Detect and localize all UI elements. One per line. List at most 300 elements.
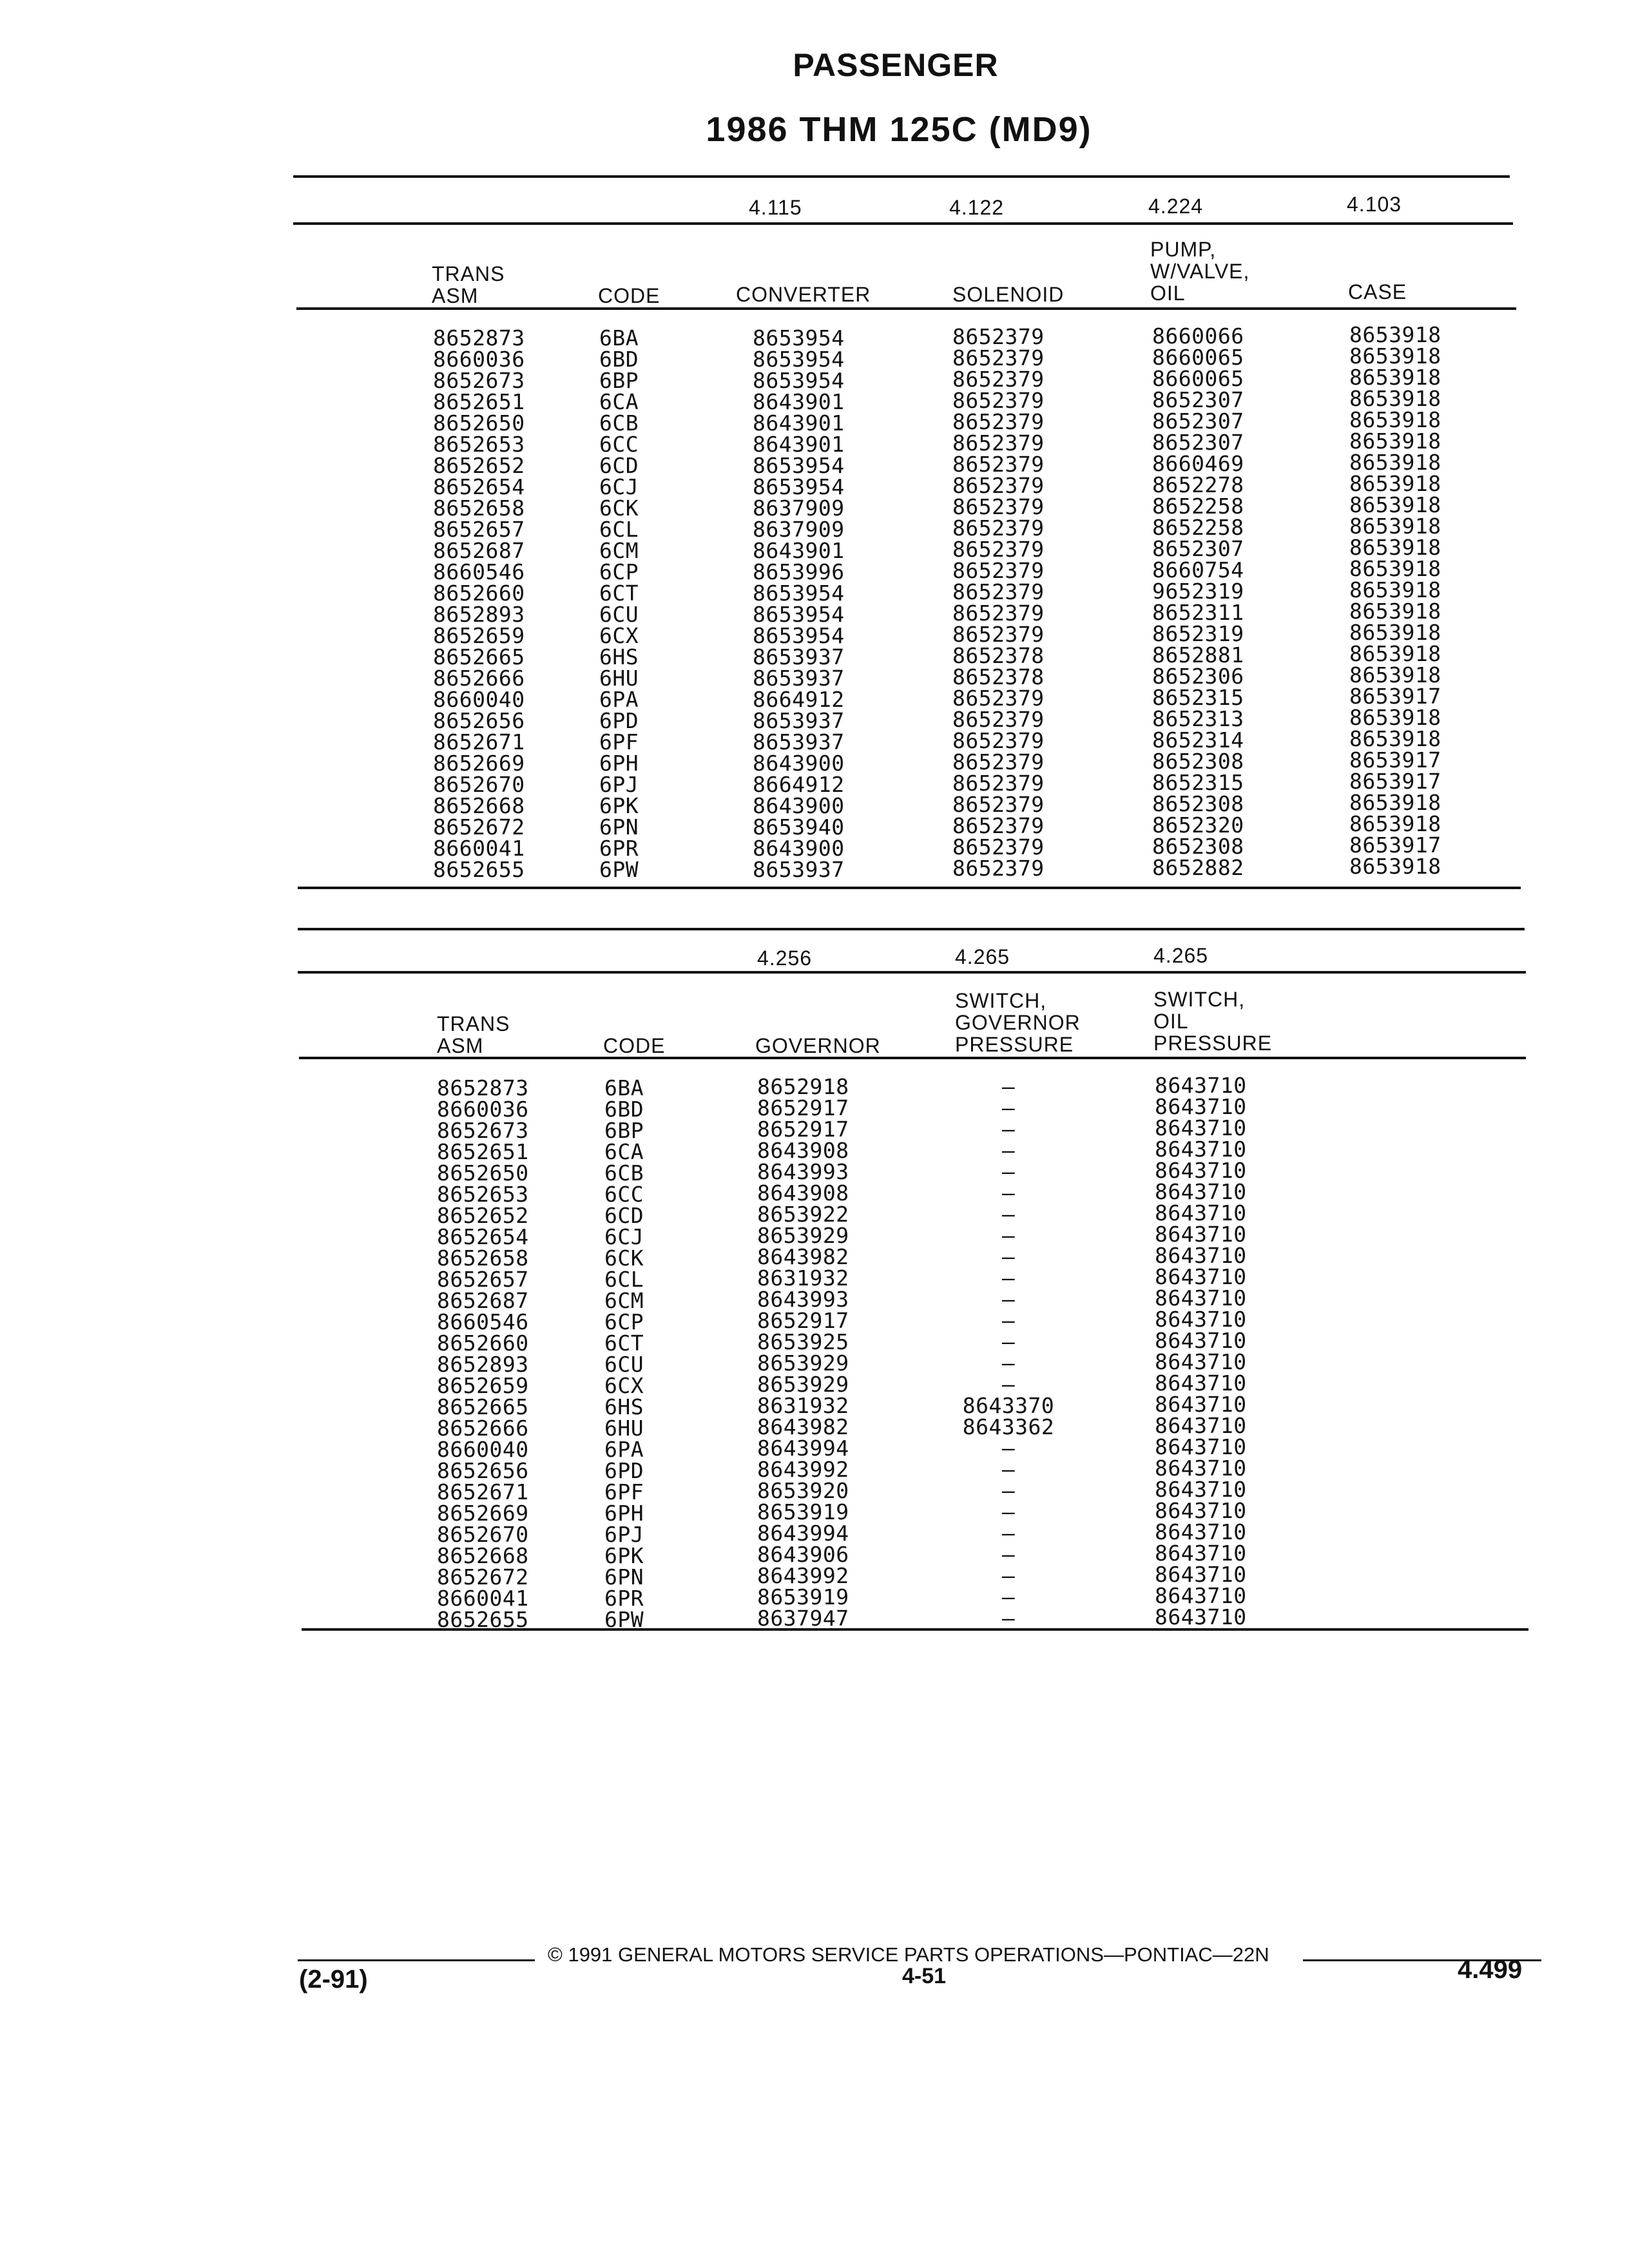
table1-top-rule [293,175,1510,178]
header-text: SOLENOID [952,283,1065,306]
table-cell: 8653918 [1349,386,1441,411]
table-cell: 8637909 [753,495,845,521]
table2-header-oil-switch [1153,988,1272,1054]
table-cell: 6CB [604,1160,644,1186]
table-cell: – [1001,1329,1016,1354]
table1-header-pump [1150,238,1249,304]
table-cell: 8652669 [433,751,525,776]
table-cell: 8653937 [753,857,845,882]
table-cell: 8652655 [433,857,525,882]
table-cell: 8652320 [1152,812,1244,838]
header-text: OIL [1150,282,1186,305]
table-cell: 8643710 [1155,1285,1247,1311]
table-cell: 8653918 [1349,811,1441,836]
table-cell: 8652379 [952,686,1045,711]
table-cell: – [1001,1202,1016,1227]
table-cell: 8643993 [757,1159,849,1184]
header-text: CASE [1348,280,1407,303]
table2-header-rule [299,1057,1526,1059]
table-cell: 8652379 [952,792,1045,817]
table-cell: 8652660 [437,1331,529,1356]
table-cell: 6CP [604,1309,644,1334]
table-cell: 8652670 [437,1522,529,1547]
table1-header-trans-asm [432,263,505,307]
table1-header-case [1348,281,1407,303]
table-cell: 6PF [599,729,639,754]
table-cell: 8643710 [1155,1307,1247,1332]
table-cell: 8652378 [952,643,1045,668]
table-cell: 8652660 [433,581,525,606]
table-cell: – [1001,1372,1016,1397]
table-cell: 8653918 [1349,662,1441,687]
table-cell: 8653954 [753,623,845,648]
table-cell: 8653937 [753,666,845,691]
table1-bottom-rule [298,887,1521,889]
table-cell: 8653920 [757,1478,849,1503]
table-cell: 8643710 [1155,1498,1247,1523]
table-cell: 8652307 [1152,536,1244,561]
table-cell: 8660041 [433,836,525,861]
header-text: PUMP, [1150,238,1217,261]
table-cell: 8653919 [757,1584,849,1610]
table-cell: 8643710 [1155,1477,1247,1502]
table-cell: 8643908 [757,1138,849,1163]
table-cell: – [1001,1138,1016,1163]
table-cell: 8652307 [1152,387,1244,412]
table-cell: 8643370 [962,1393,1055,1418]
table-cell: 8653929 [757,1372,849,1397]
table-cell: 8652379 [952,345,1045,370]
table-cell: 8631932 [757,1265,849,1291]
table-cell: 8653918 [1349,365,1441,390]
table-cell: – [1001,1499,1016,1524]
table-cell: 8653918 [1349,705,1441,730]
table-cell: 8643710 [1155,1158,1247,1183]
table-cell: 8652379 [952,409,1045,434]
table-cell: 8652379 [952,473,1045,498]
table-cell: 8643710 [1155,1392,1247,1417]
table-cell: 8653917 [1349,747,1441,773]
table-cell: 8643710 [1155,1519,1247,1544]
table-cell: 8652666 [437,1416,529,1441]
table-cell: 8643710 [1155,1413,1247,1438]
header-text: ASM [432,284,479,307]
table-cell: 8653918 [1349,620,1441,645]
table-cell: 8652308 [1152,749,1244,774]
table-cell: 6CC [599,432,639,457]
table-cell: 8653937 [753,729,845,754]
table1-ref-3: 4.224 [1148,195,1204,218]
table-cell: – [1001,1521,1016,1546]
table-cell: 8652881 [1152,642,1244,668]
table-cell: 8653937 [753,708,845,733]
table-cell: 8653954 [753,602,845,627]
table-cell: 8660065 [1152,345,1244,370]
table1-col-pump [1152,325,1244,878]
table-cell: 8652665 [433,644,525,669]
table-cell: 8652307 [1152,408,1244,434]
table2-bottom-rule [302,1628,1528,1631]
table-cell: 8652315 [1152,685,1244,710]
table-cell: 8660036 [433,347,525,372]
table1-ref-2: 4.122 [949,196,1005,219]
table-cell: 8652653 [437,1182,529,1207]
table-cell: 8653954 [753,453,845,478]
table-cell: 6CA [604,1139,644,1164]
table-cell: 6CL [604,1267,644,1292]
table-cell: 8643710 [1155,1243,1247,1268]
table-cell: 8652278 [1152,472,1244,497]
table-cell: – [1001,1117,1016,1142]
table-cell: 8652308 [1152,834,1244,859]
table-cell: 8652671 [437,1479,529,1504]
table-cell: 8652873 [437,1075,529,1100]
table-cell: 8652893 [437,1352,529,1377]
table2-ref-1: 4.256 [757,947,813,970]
table-cell: 8643982 [757,1244,849,1269]
table-cell: 8652672 [437,1564,529,1590]
table-cell: 8653917 [1349,832,1441,858]
table-cell: 8652379 [952,707,1045,732]
table-cell: 6CL [599,517,639,542]
table-cell: 8653918 [1349,428,1441,454]
table1-col-solenoid [952,326,1045,879]
table-cell: 6PN [599,814,639,840]
table-cell: 8652314 [1152,727,1244,753]
table-cell: 8653954 [753,368,845,393]
table-cell: 6CX [604,1373,644,1398]
table-cell: 8660040 [437,1437,529,1462]
table-cell: 8652651 [433,389,525,414]
header-text: CONVERTER [736,283,871,306]
table-cell: 6PJ [599,772,639,797]
header-text: CODE [598,284,660,307]
table-cell: 8652379 [952,771,1045,796]
table-cell: 8660546 [433,559,525,584]
table-cell: 8652379 [952,601,1045,626]
table-cell: 6BA [599,325,639,351]
table-cell: 8660036 [437,1097,529,1122]
table-cell: 8660066 [1152,323,1244,349]
table-cell: 6CU [604,1352,644,1377]
table-cell: 8664912 [753,772,845,797]
table-cell: 6BA [604,1075,644,1100]
table-cell: 8652657 [437,1267,529,1292]
table-cell: 8653918 [1349,556,1441,581]
table-cell: 6CP [599,559,639,584]
table-cell: 8643982 [757,1414,849,1439]
footer-page-center: 4-51 [902,1964,947,1988]
table-cell: – [1001,1563,1016,1588]
table-cell: 8643710 [1155,1562,1247,1587]
table-cell: 8652650 [437,1160,529,1186]
table-cell: 6HS [599,644,639,669]
table-cell: 8653918 [1349,641,1441,666]
table-cell: 8637947 [757,1606,849,1631]
table2-col-code [604,1077,644,1630]
table-cell: 6CJ [599,474,639,499]
table-cell: 8653918 [1349,407,1441,432]
table-cell: 8652379 [952,324,1045,349]
table-cell: – [1001,1159,1016,1184]
table-cell: 8652379 [952,856,1045,881]
table-cell: – [1001,1478,1016,1503]
table-cell: 8652379 [952,537,1045,562]
table-cell: 8652379 [952,515,1045,541]
table-cell: 6PH [599,751,639,776]
table-cell: 8653918 [1349,343,1441,369]
table-cell: 8653925 [757,1329,849,1354]
table-cell: 8653919 [757,1499,849,1524]
table-cell: 8653918 [1349,577,1441,602]
table-cell: 6PD [599,708,639,733]
table-cell: 8643710 [1155,1179,1247,1204]
table-cell: 8652655 [437,1607,529,1632]
table-cell: 8652687 [437,1288,529,1313]
table-cell: 8652379 [952,388,1045,413]
table-cell: 8652665 [437,1394,529,1419]
table-cell: 6CM [599,538,639,563]
table-cell: 8652666 [433,666,525,691]
table-cell: 6PK [599,793,639,818]
table-cell: 8653954 [753,325,845,351]
table-cell: 8652672 [433,814,525,840]
table-cell: 8652656 [437,1458,529,1483]
footer-copyright: © 1991 GENERAL MOTORS SERVICE PARTS OPERATIONS—PONTIAC—22N [548,1943,1269,1966]
table2-ref-3: 4.265 [1153,944,1209,967]
table-cell: 6CT [599,581,639,606]
table-cell: 8652307 [1152,430,1244,455]
table-cell: 8653996 [753,559,845,584]
table-cell: 8652673 [437,1118,529,1143]
table1-col-case [1349,324,1441,877]
table-cell: 8643710 [1155,1604,1247,1629]
table-cell: – [1001,1457,1016,1482]
table-cell: 8652379 [952,728,1045,753]
table-cell: 6CM [604,1288,644,1313]
table-cell: 8652306 [1152,664,1244,689]
table-cell: 6PD [604,1458,644,1483]
table-cell: 6CA [599,389,639,414]
table-cell: – [1001,1606,1016,1631]
table-cell: – [1001,1074,1016,1099]
table-cell: 8643710 [1155,1137,1247,1162]
table-cell: – [1001,1436,1016,1461]
table-cell: – [1001,1308,1016,1333]
table-cell: 8652652 [437,1203,529,1228]
table-cell: 8643901 [753,538,845,563]
table-cell: 8652379 [952,579,1045,604]
footer-rule-left [298,1959,535,1961]
table-cell: 8652308 [1152,791,1244,816]
table-cell: 8653918 [1349,599,1441,624]
table-cell: 8643994 [757,1436,849,1461]
table-cell: 8652917 [757,1117,849,1142]
table-cell: 8653917 [1349,769,1441,794]
table-cell: 8652687 [433,538,525,563]
table-cell: 8652652 [433,453,525,478]
table1-header-code [598,285,660,307]
header-text: SWITCH, [1153,988,1246,1011]
table-cell: 8643710 [1155,1222,1247,1247]
table-cell: 6CT [604,1331,644,1356]
table2-header-governor [755,1035,881,1057]
table-cell: 8652379 [952,749,1045,774]
table-cell: 6CK [604,1245,644,1271]
table-cell: – [1001,1265,1016,1291]
table2-header-governor-switch [955,990,1081,1055]
table-cell: 8652673 [433,368,525,393]
table-cell: – [1001,1180,1016,1206]
table-cell: 8653929 [757,1223,849,1248]
table-cell: 8643908 [757,1180,849,1206]
table-cell: 8652917 [757,1308,849,1333]
table-cell: 8643900 [753,751,845,776]
table-cell: 8652658 [437,1245,529,1271]
table-cell: 8652379 [952,430,1045,456]
table-cell: 6PK [604,1543,644,1568]
table-cell: 8652893 [433,602,525,627]
table1-col-converter [753,327,845,880]
table-cell: 8653918 [1349,790,1441,815]
table-cell: 8652918 [757,1074,849,1099]
table-cell: 8652653 [433,432,525,457]
table-cell: 8643900 [753,836,845,861]
table2-ref-2: 4.265 [955,945,1010,968]
table1-ref-1: 4.115 [749,196,802,219]
table-cell: 8660469 [1152,451,1244,476]
table-cell: 6PR [599,836,639,861]
table-cell: 8643710 [1155,1349,1247,1374]
table-cell: – [1001,1542,1016,1567]
table1-header-converter [736,284,871,305]
table-cell: 8643710 [1155,1456,1247,1481]
table-cell: 8643710 [1155,1370,1247,1396]
table-cell: 8652379 [952,834,1045,860]
table-cell: 8660041 [437,1586,529,1611]
table-cell: 8652650 [433,410,525,436]
header-text: ASM [437,1034,484,1057]
table-cell: 6BP [604,1118,644,1143]
table-cell: 8643710 [1155,1541,1247,1566]
table1-header-solenoid [952,284,1064,305]
table2-col-governor [757,1076,849,1629]
table-cell: 6PR [604,1586,644,1611]
table-cell: 8660754 [1152,557,1244,582]
table2-ref-rule [298,971,1526,974]
table-cell: 8652654 [433,474,525,499]
table-cell: 8652654 [437,1224,529,1249]
table-cell: – [1001,1244,1016,1269]
table-cell: 8643994 [757,1521,849,1546]
table-cell: 8664912 [753,687,845,712]
table-cell: 8653918 [1349,450,1441,475]
table-cell: 8653954 [753,581,845,606]
table-cell: 8652656 [433,708,525,733]
table-cell: 6PW [604,1607,644,1632]
table-cell: 6CC [604,1182,644,1207]
table-cell: 8653922 [757,1202,849,1227]
table-cell: 8652668 [433,793,525,818]
table-cell: 8652873 [433,325,525,351]
table1-ref-4: 4.103 [1347,193,1402,216]
table1-ref-rule [293,222,1513,225]
table-cell: – [1001,1095,1016,1120]
table-cell: 8652671 [433,729,525,754]
table-cell: 8652379 [952,622,1045,647]
table-cell: 8652319 [1152,621,1244,646]
header-text: TRANS [437,1012,510,1035]
table-cell: 8643710 [1155,1073,1247,1098]
header-text: PRESSURE [955,1033,1074,1056]
table-cell: 8660546 [437,1309,529,1334]
table-cell: 8653918 [1349,492,1441,517]
table1-header-rule [296,307,1516,310]
table-cell: 8653954 [753,474,845,499]
table-cell: 8643710 [1155,1434,1247,1459]
table-cell: – [1001,1584,1016,1610]
table-cell: 6PJ [604,1522,644,1547]
table-cell: 6CD [599,453,639,478]
table-cell: 8653918 [1349,535,1441,560]
table-cell: 8652659 [433,623,525,648]
table-cell: 8652669 [437,1501,529,1526]
table-cell: 6PA [599,687,639,712]
table-cell: 8653917 [1349,684,1441,709]
header-text: GOVERNOR [755,1034,881,1057]
table-cell: 6PA [604,1437,644,1462]
table-cell: 6BP [599,368,639,393]
table2-header-code [603,1035,665,1057]
table-cell: 8653918 [1349,854,1441,879]
table-cell: 8643710 [1155,1200,1247,1225]
table2-top-rule [298,928,1525,930]
table-cell: 8643710 [1155,1094,1247,1119]
table-cell: 8652315 [1152,770,1244,795]
table-cell: – [1001,1350,1016,1376]
table-cell: 6CX [599,623,639,648]
table-cell: 8652258 [1152,494,1244,519]
header-text: GOVERNOR [955,1011,1081,1034]
table-cell: 8653918 [1349,726,1441,751]
table-cell: 8652882 [1152,855,1244,880]
table1-col-code [599,327,639,880]
table-cell: 8652670 [433,772,525,797]
footer-date: (2-91) [299,1965,368,1994]
table-cell: 8652657 [433,517,525,542]
table-cell: 6CB [599,410,639,436]
table2-col-oil-switch [1155,1075,1247,1628]
table-cell: 8652378 [952,664,1045,689]
table-cell: 8652379 [952,367,1045,392]
table2-col-governor-switch [954,1076,1063,1629]
header-text: TRANS [432,262,505,285]
table-cell: 8643710 [1155,1115,1247,1140]
table-cell: 8653918 [1349,514,1441,539]
table-cell: 8643710 [1155,1328,1247,1353]
table-cell: 6CU [599,602,639,627]
page-title: PASSENGER [793,47,999,83]
header-text: W/VALVE, [1150,260,1250,283]
table-cell: 8660065 [1152,366,1244,391]
table-cell: 6PH [604,1501,644,1526]
header-text: CODE [603,1034,666,1057]
table-cell: 8652658 [433,495,525,521]
table-cell: 6BD [599,347,639,372]
table-cell: 8653918 [1349,471,1441,496]
table-cell: 8652659 [437,1373,529,1398]
table-cell: 8652379 [952,558,1045,583]
